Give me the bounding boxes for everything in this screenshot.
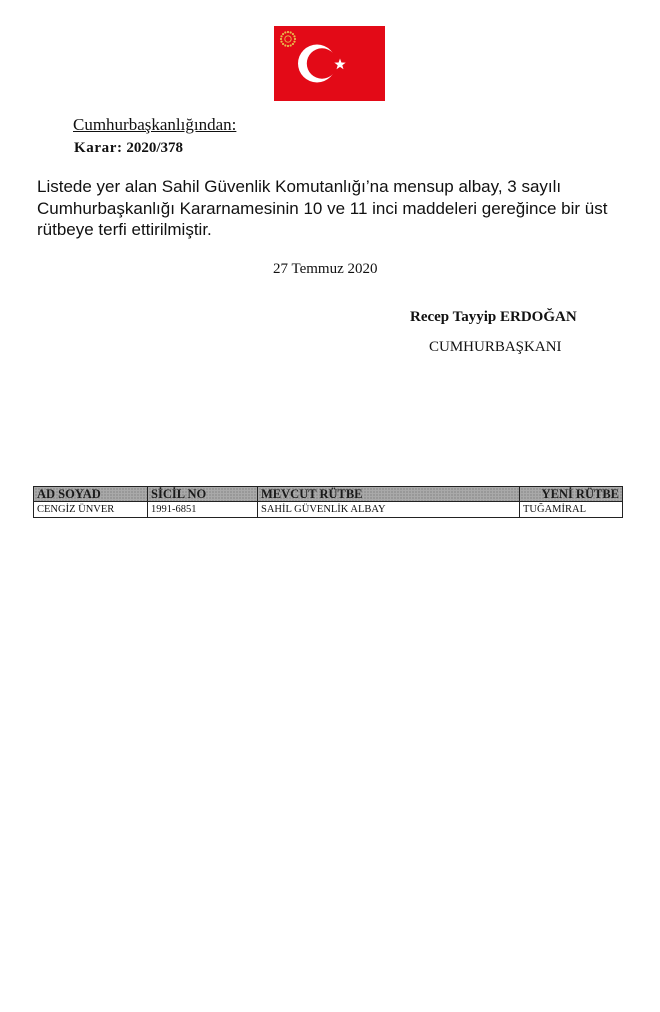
cell-current-rank: SAHİL GÜVENLİK ALBAY bbox=[258, 502, 520, 518]
cell-new-rank: TUĞAMİRAL bbox=[520, 502, 623, 518]
decision-number-value: 2020/378 bbox=[126, 140, 183, 156]
column-header-current-rank: MEVCUT RÜTBE bbox=[258, 487, 520, 502]
table-header-row bbox=[34, 487, 623, 502]
issuing-authority-title: Cumhurbaşkanlığından: bbox=[73, 115, 237, 134]
cell-name: CENGİZ ÜNVER bbox=[34, 502, 148, 518]
column-header-new-rank: YENİ RÜTBE bbox=[520, 487, 623, 502]
turkish-flag-emblem bbox=[274, 26, 385, 101]
column-header-registry-no: SİCİL NO bbox=[148, 487, 258, 502]
promotion-table bbox=[33, 486, 623, 518]
column-header-name: AD SOYAD bbox=[34, 487, 148, 502]
decree-date: 27 Temmuz 2020 bbox=[273, 261, 378, 277]
signatory-name: Recep Tayyip ERDOĞAN bbox=[410, 309, 577, 325]
cell-registry-no: 1991-6851 bbox=[148, 502, 258, 518]
decree-body-text: Listede yer alan Sahil Güvenlik Komutanlığı’na mensup albay, 3 sayılı Cumhurbaşkanlığı Kararnamesinin 10 ve 11 inci maddeleri gereğince bir üst rütbeye terfi ettirilmiştir. bbox=[37, 177, 608, 239]
signatory-title: CUMHURBAŞKANI bbox=[429, 339, 562, 355]
decision-number bbox=[74, 140, 183, 157]
decision-label: Karar: bbox=[74, 140, 123, 156]
table-row bbox=[34, 502, 623, 518]
